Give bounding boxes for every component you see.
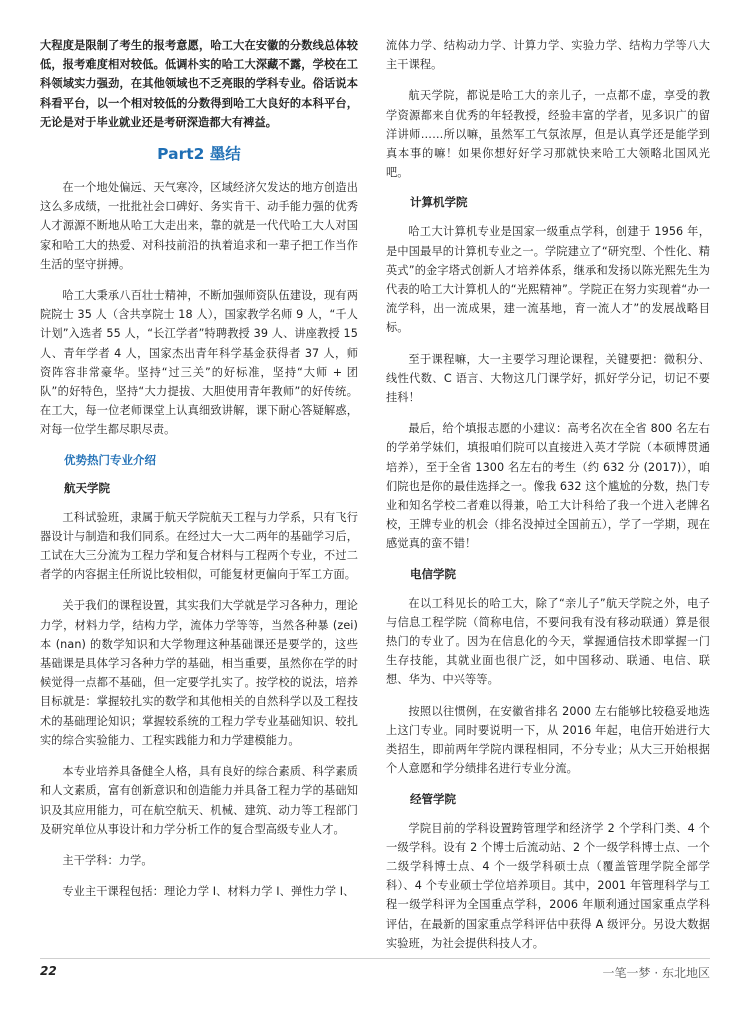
subsection-title-majors: 优势热门专业介绍 [64, 452, 156, 467]
paragraph: 至于课程嘛，大一主要学习理论课程，关键要把：微积分、线性代数、C 语言、大物这几门课学好，抓好学分记，切记不要挂科！ [386, 352, 710, 405]
page-number: 22 [40, 964, 57, 978]
paragraph: 按照以往惯例，在安徽省排名 2000 左右能够比较稳妥地选上这门专业。同时要说明一下，从 2016 年起，电信开始进行大类招生，即前两年学院内课程相同，不分专业；从大三开始根据个人意愿和学分绩排名进行专业分流。 [386, 704, 710, 776]
paragraph: 航天学院，都说是哈工大的亲儿子，一点都不虚，享受的教学资源都来自优秀的年轻教授，经验丰富的学者，见多识广的留洋讲师……所以嘛，虽然军工气氛浓厚，但是认真学还是能学到真本事的嘛！如果你想好好学习那就快来哈工大领略北国风光吧。 [386, 89, 710, 180]
left-column [40, 36, 358, 913]
heading-electronics-school: 电信学院 [410, 566, 456, 581]
paragraph: 在以工科见长的哈工大，除了“亲儿子”航天学院之外，电子与信息工程学院（简称电信，不要问我有没有移动联通）算是很热门的专业了。因为在信息化的今天，掌握通信技术即掌握一门生存技能，其就业面也很广泛，如中国移动、联通、电信、联想、华为、中兴等等。 [386, 596, 710, 687]
section-title-part2: Part2 墨结 [157, 145, 241, 164]
paragraph: 关于我们的课程设置，其实我们大学就是学习各种力，理论力学，材料力学，结构力学，流体力学等等，当然各种暴 (zei) 本 (nan) 的数学知识和大学物理这种基础课还是要学的，这些基础课是具体学习各种力学的基础，相当重要，虽然你在学的时候觉得一点都不基础，但一定要学扎实了。按学校的说法，培养目标就是：掌握较扎实的数学和其他相关的自然科学以及工程技术的基础理论知识；掌握较系统的工程力学专业基础知识、较扎实的综合实验能力、工程实践能力和力学建模能力。 [40, 599, 358, 747]
heading-aerospace-school: 航天学院 [64, 480, 110, 495]
paragraph: 本专业培养具备健全人格，具有良好的综合素质、科学素质和人文素质，富有创新意识和创造能力并具备工程力学的基础知识及其应用能力，可在航空航天、机械、建筑、动力等工程部门及研究单位从事设计和力学分析工作的复合型高级专业人才。 [40, 765, 358, 836]
paragraph: 专业主干课程包括：理论力学 I、材料力学 I、弹性力学 I、 [62, 885, 355, 899]
paragraph: 主干学科：力学。 [62, 853, 153, 867]
paragraph: 哈工大秉承八百壮士精神，不断加强师资队伍建设，现有两院院士 35 人（含共享院士 18 人），国家教学名师 9 人，“千人计划”入选者 55 人，“长江学者”特聘教授 39 人、讲座教授 15 人、青年学者 4 人，国家杰出青年科学基金获得者 37 人，师资阵容非常豪华。坚持“过三关”的好标准，坚持“大师 + 团队”的好特色，坚持“大力提拔、大胆使用青年教师”的好传统。在工大，每一位老师课堂上认真细致讲解，课下耐心答疑解惑，对每一位学生都尽职尽责。 [40, 289, 358, 437]
right-column [386, 36, 710, 965]
heading-management-school: 经管学院 [410, 791, 456, 806]
paragraph: 流体力学、结构动力学、计算力学、实验力学、结构力学等八大主干课程。 [386, 39, 710, 72]
paragraph: 在一个地处偏远、天气寒冷，区域经济欠发达的地方创造出这么多成绩，一批批社会口碑好、务实肯干、动手能力强的优秀人才源源不断地从哈工大走出来，靠的就是一代代哈工大人对国家和哈工大的热爱、对科技前沿的执着追求和一辈子把工作当作生活的坚守拼搏。 [40, 181, 358, 271]
paragraph: 大程度是限制了考生的报考意愿，哈工大在安徽的分数线总体较低，报考难度相对较低。低调朴实的哈工大深藏不露，学校在工科领域实力强劲，在其他领域也不乏亮眼的学科专业。俗话说本科看平台，以一个相对较低的分数得到哈工大良好的本科平台，无论是对于毕业就业还是考研深造都大有裨益。 [40, 39, 358, 129]
paragraph: 哈工大计算机专业是国家一级重点学科，创建于 1956 年，是中国最早的计算机专业之一。学院建立了“研究型、个性化、精英式”的金字塔式创新人才培养体系，继承和发扬以陈光熙先生为代表的哈工大计算机人的“光熙精神”。学院正在努力实现着“办一流学科，出一流成果，建一流基地，育一流人才”的发展战略目标。 [386, 225, 710, 335]
footer-brand: 一笔一梦 · 东北地区 [602, 966, 710, 980]
paragraph: 学院目前的学科设置跨管理学和经济学 2 个学科门类、4 个一级学科。设有 2 个博士后流动站、2 个一级学科博士点、一个二级学科博士点、4 个一级学科硕士点（覆盖管理学院全部学科）、4 个专业硕士学位培养项目。其中，2001 年管理科学与工程一级学科评为全国重点学科，2006 年顺利通过国家重点学科评估，在最新的国家重点学科评估中获得 A 级评分。另设大数据实验班，为社会提供科技人才。 [386, 821, 710, 950]
paragraph: 工科试验班，隶属于航天学院航天工程与力学系，只有飞行器设计与制造和我们同系。在经过大一大二两年的基础学习后，工试在大三分流为工程力学和复合材料与工程两个专业，不过二者学的内容据主任所说比较相似，可能复材更偏向于军工方面。 [40, 510, 358, 582]
paragraph: 最后，给个填报志愿的小建议：高考名次在全省 800 名左右的学弟学妹们，填报咱们院可以直接进入英才学院（本硕博贯通培养），至于全省 1300 名左右的考生（约 632 分 (2017)），咱们院也是你的最佳选择之一。像我 632 这个尴尬的分数，热门专业和知名学校二者难以得兼，哈工大计科给了我一个进入老牌名校，王牌专业的机会（排名没掉过全国前五），学了一学期，现在感觉真的蛮不错！ [386, 422, 710, 551]
heading-computer-school: 计算机学院 [410, 195, 468, 210]
footer-divider [40, 958, 710, 959]
